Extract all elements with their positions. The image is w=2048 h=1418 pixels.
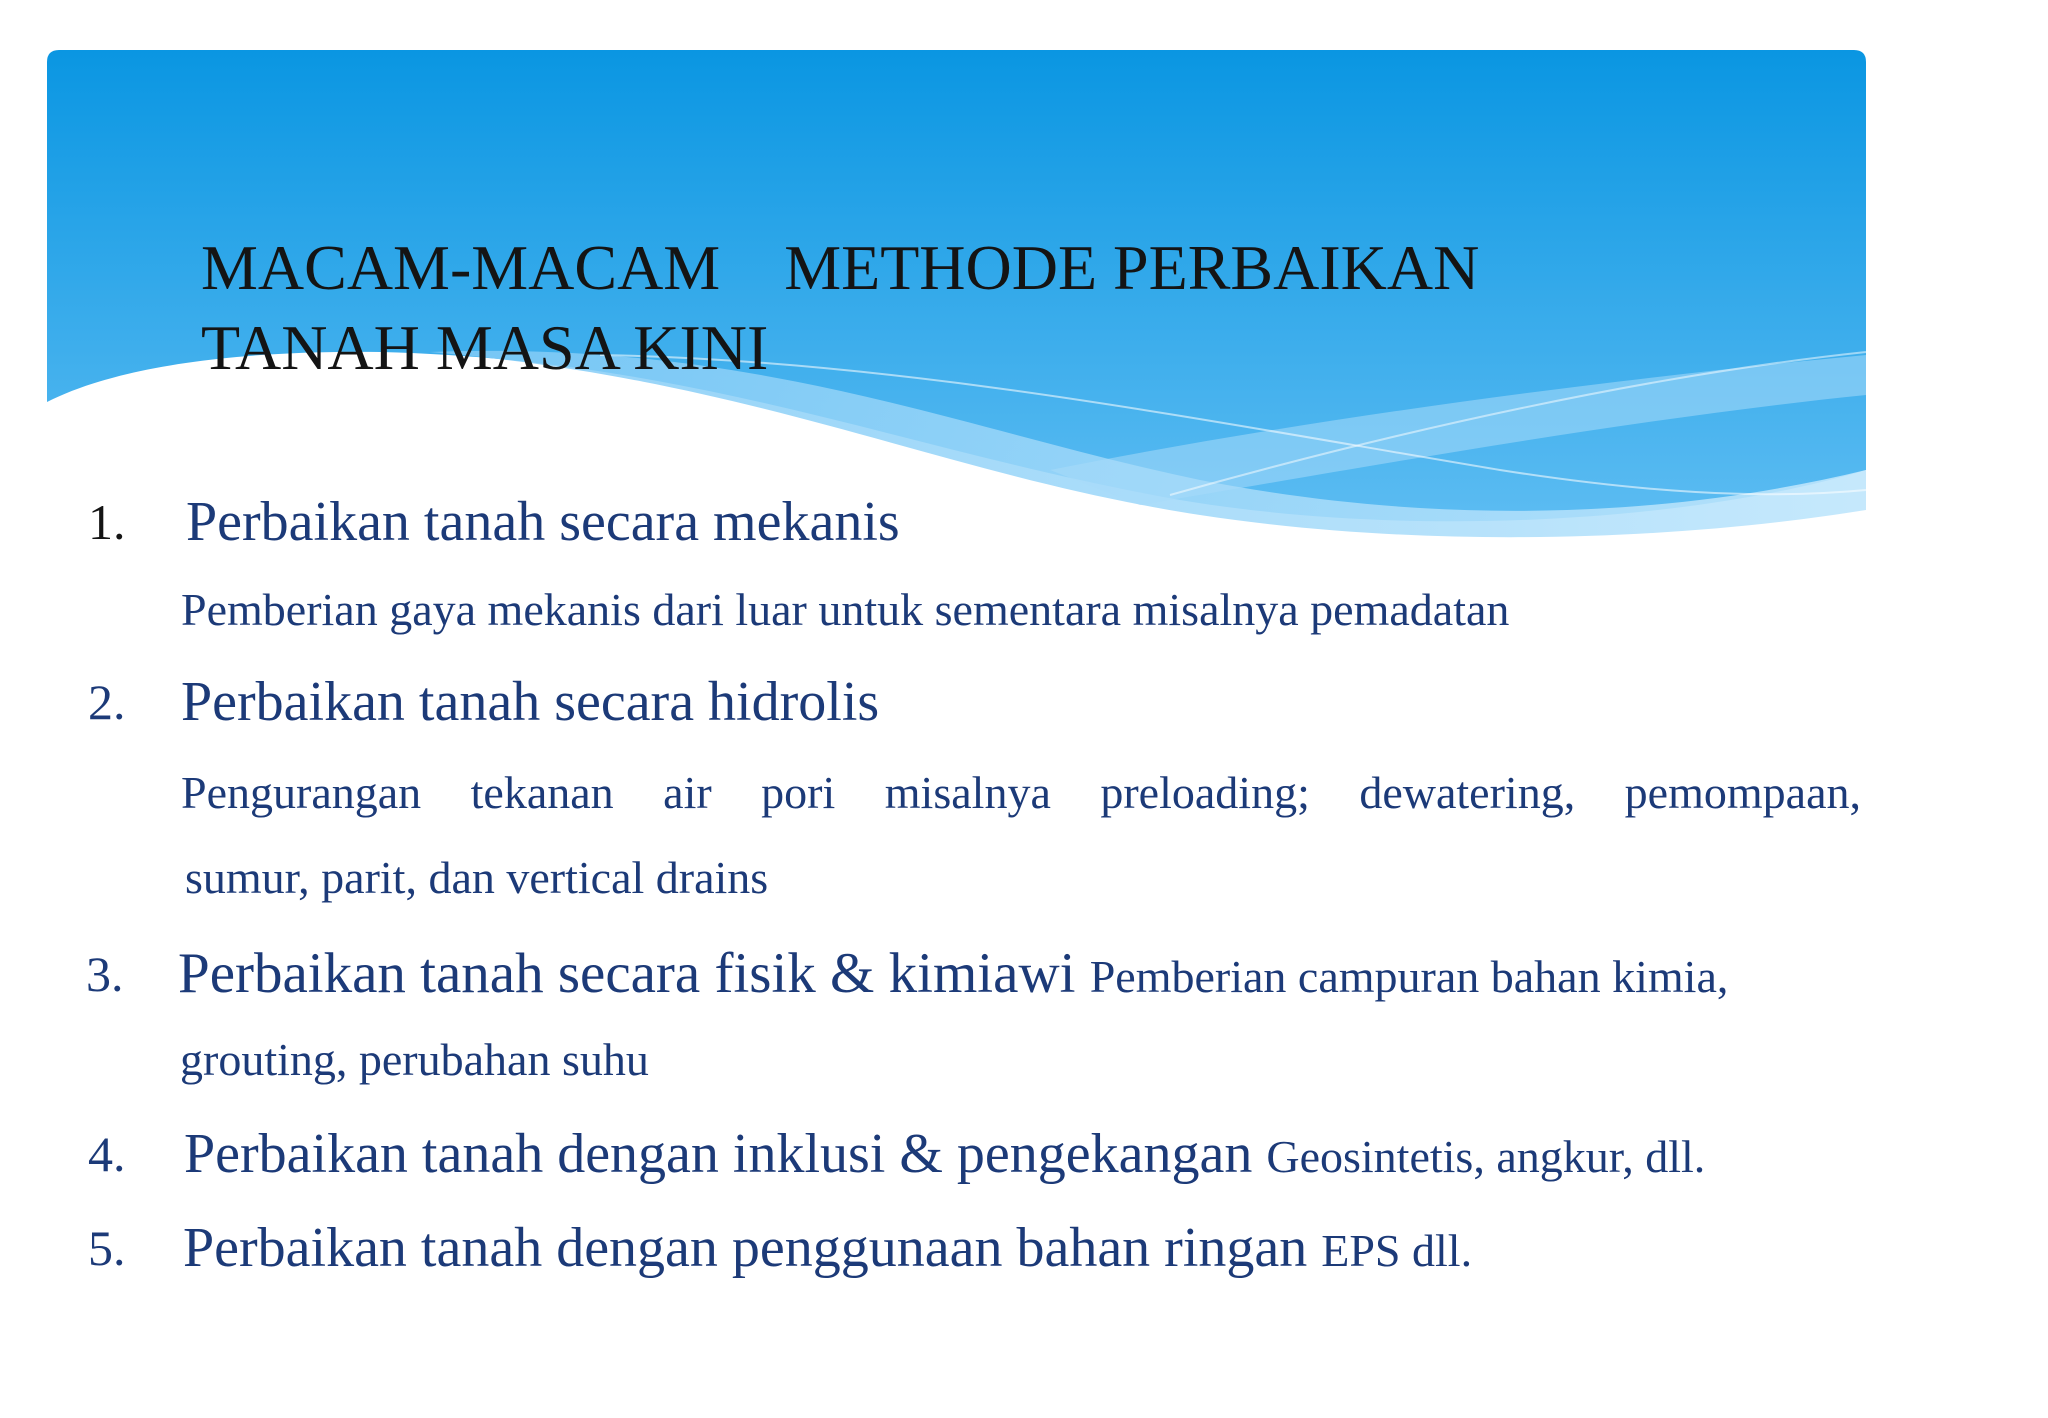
item-heading: Perbaikan tanah secara fisik & kimiawi bbox=[178, 942, 1076, 1005]
item-heading: Perbaikan tanah secara mekanis bbox=[186, 491, 900, 553]
item-number: 2. bbox=[88, 674, 126, 730]
item-number: 1. bbox=[88, 494, 126, 550]
item-description: Pemberian campuran bahan kimia, bbox=[1089, 951, 1729, 1002]
item-number: 5. bbox=[88, 1220, 126, 1276]
item-description: Pengurangan tekanan air pori misalnya preloading; dewatering, pemompaan, bbox=[181, 767, 1861, 818]
item-heading: Perbaikan tanah dengan inklusi & pengekangan bbox=[184, 1123, 1253, 1185]
item-number: 4. bbox=[88, 1126, 126, 1182]
item-description: sumur, parit, dan vertical drains bbox=[185, 852, 769, 903]
item-heading: Perbaikan tanah dengan penggunaan bahan ringan bbox=[183, 1217, 1308, 1279]
item-description: EPS dll. bbox=[1321, 1225, 1473, 1276]
item-description: Pemberian gaya mekanis dari luar untuk sementara misalnya pemadatan bbox=[181, 584, 1510, 635]
slide-title bbox=[201, 228, 1601, 388]
title-line-1: MACAM-MACAM METHODE PERBAIKAN bbox=[201, 232, 1480, 303]
item-description: grouting, perubahan suhu bbox=[180, 1034, 649, 1085]
item-number: 3. bbox=[86, 946, 124, 1002]
title-line-2: TANAH MASA KINI bbox=[201, 312, 769, 383]
item-heading: Perbaikan tanah secara hidrolis bbox=[181, 671, 880, 733]
item-description: Geosintetis, angkur, dll. bbox=[1266, 1131, 1706, 1182]
